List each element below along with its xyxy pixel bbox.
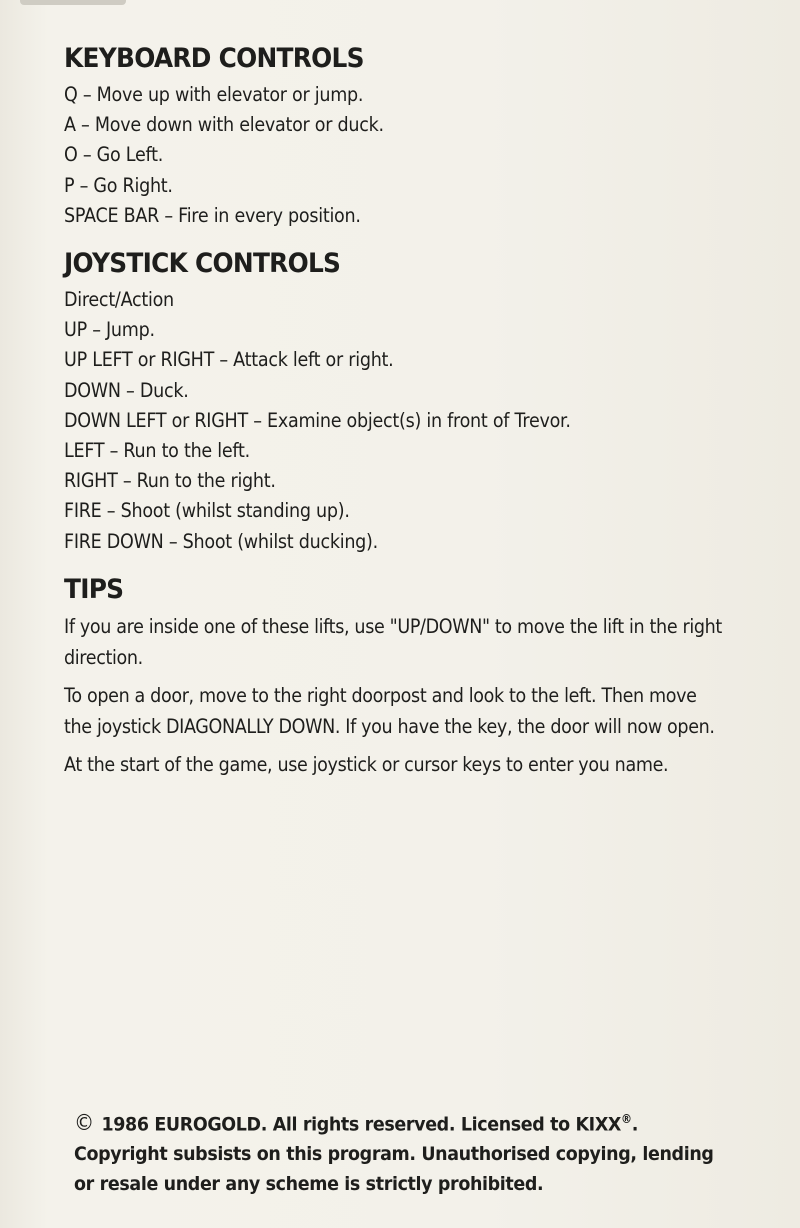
keyboard-line: Q – Move up with elevator or jump. <box>64 83 364 106</box>
joystick-line: DOWN LEFT or RIGHT – Examine object(s) in front of Trevor. <box>64 408 571 432</box>
keyboard-line: A – Move down with elevator or duck. <box>64 113 384 137</box>
joystick-line: FIRE DOWN – Shoot (whilst ducking). <box>64 529 378 553</box>
content <box>64 40 754 794</box>
joystick-line: FIRE – Shoot (whilst standing up). <box>64 499 350 523</box>
copyright-line: 1986 EUROGOLD. All rights reserved. Licensed to KIXX <box>101 1113 622 1136</box>
joystick-line: UP LEFT or RIGHT – Attack left or right. <box>64 348 394 372</box>
joystick-line: LEFT – Run to the left. <box>64 439 250 463</box>
copyright-line-end: . <box>631 1113 639 1136</box>
tips-heading: TIPS <box>64 573 124 605</box>
copyright-notice <box>74 1104 718 1199</box>
joystick-line: UP – Jump. <box>64 318 155 342</box>
tip-paragraph: At the start of the game, use joystick or cursor keys to enter you name. <box>64 752 669 776</box>
keyboard-line: O – Go Left. <box>64 143 164 167</box>
tips-section <box>64 571 754 781</box>
keyboard-controls-section <box>64 40 754 231</box>
copyright-terms: Copyright subsists on this program. Unauthorised copying, lending or resale under any scheme is strictly prohibited. <box>74 1143 714 1196</box>
tip-paragraph: If you are inside one of these lifts, use "UP/DOWN" to move the lift in the right direction. <box>64 614 722 670</box>
tip-paragraph: To open a door, move to the right doorpost and look to the left. Then move the joystick DIAGONALLY DOWN. If you have the key, the door will now open. <box>64 683 715 739</box>
joystick-line: RIGHT – Run to the right. <box>64 469 276 493</box>
joystick-line: Direct/Action <box>64 288 174 312</box>
joystick-controls-heading: JOYSTICK CONTROLS <box>64 248 341 280</box>
joystick-line: DOWN – Duck. <box>64 378 189 402</box>
keyboard-line: P – Go Right. <box>64 173 173 197</box>
page-edge-mark <box>20 0 126 5</box>
registered-mark: ® <box>621 1112 632 1126</box>
keyboard-line: SPACE BAR – Fire in every position. <box>64 203 361 227</box>
keyboard-controls-heading: KEYBOARD CONTROLS <box>64 43 364 74</box>
copyright-symbol: © <box>74 1111 94 1137</box>
joystick-controls-section <box>64 245 754 557</box>
